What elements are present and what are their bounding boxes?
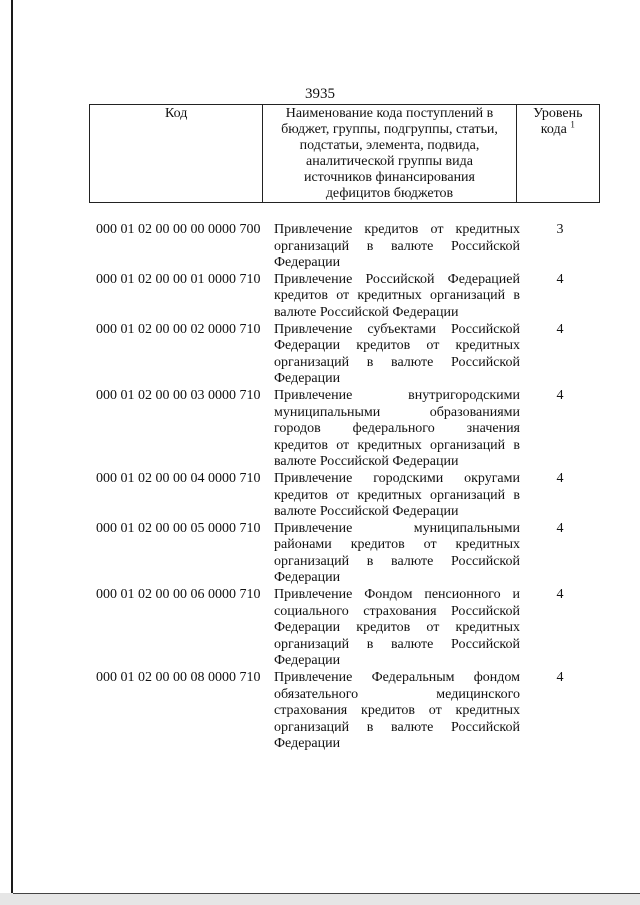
page-number: 3935	[305, 86, 335, 102]
scan-edge-left	[11, 0, 13, 905]
row-code: 000 01 02 00 00 08 0000 710	[96, 670, 261, 686]
row-name-line: валюте Российской Федерации	[274, 304, 459, 320]
row-name-line: организаций в валюте Российской	[274, 553, 520, 569]
footnote-marker: 1	[570, 119, 575, 130]
row-name-line: Привлечение Федеральным фондом	[274, 670, 520, 686]
row-name-line: социального страхования Российской	[274, 603, 520, 619]
header-col-code	[90, 105, 263, 203]
row-name-line: кредитов от кредитных организаций в	[274, 437, 520, 453]
row-name-line: организаций в валюте Российской	[274, 719, 520, 735]
row-code: 000 01 02 00 00 01 0000 710	[96, 271, 261, 287]
header-table	[89, 104, 600, 203]
row-level: 3	[556, 222, 564, 237]
code-list	[96, 222, 600, 753]
header-col-name-line: источников финансирования	[303, 170, 475, 185]
row-code: 000 01 02 00 00 02 0000 710	[96, 321, 261, 337]
row-name-line: валюте Российской Федерации	[274, 504, 459, 520]
row-level: 4	[556, 271, 564, 287]
row-name	[274, 521, 520, 587]
row-name-line: Привлечение муниципальными	[274, 520, 520, 536]
row-name-line: Привлечение субъектами Российской	[274, 321, 520, 337]
row-level: 4	[556, 387, 564, 403]
row-name-line: муниципальными образованиями	[274, 404, 520, 420]
header-col-name-line: аналитической группы вида	[306, 154, 473, 169]
row-level: 4	[556, 587, 564, 603]
row-name-line: организаций в валюте Российской	[274, 354, 520, 370]
table-row	[96, 388, 600, 471]
row-name-line: Федерации	[274, 653, 341, 669]
row-name	[274, 322, 520, 388]
row-name-line: Федерации	[274, 736, 341, 752]
header-col-name-line: Наименование кода поступлений в	[285, 106, 494, 121]
row-name-line: Федерации	[274, 570, 341, 586]
row-code: 000 01 02 00 00 04 0000 710	[96, 470, 261, 486]
row-name-line: Привлечение городскими округами	[274, 470, 520, 486]
row-name	[274, 587, 520, 670]
row-code: 000 01 02 00 00 00 0000 700	[96, 222, 261, 237]
row-name-line: страхования кредитов от кредитных	[274, 703, 520, 719]
header-col-name-line: подстатьи, элемента, подвида,	[299, 138, 480, 153]
row-level: 4	[556, 520, 564, 536]
row-code: 000 01 02 00 00 06 0000 710	[96, 587, 261, 603]
row-name-line: Привлечение Российской Федерацией	[274, 271, 520, 287]
row-name	[274, 272, 520, 322]
table-row	[96, 322, 600, 388]
header-col-level-line: Уровень	[533, 106, 583, 121]
row-code: 000 01 02 00 00 03 0000 710	[96, 387, 261, 403]
row-name-line: городов федерального значения	[274, 421, 520, 437]
table-row	[96, 587, 600, 670]
row-name	[274, 222, 520, 272]
row-name-line: валюте Российской Федерации	[274, 454, 459, 470]
table-row	[96, 272, 600, 322]
row-name-line: обязательного медицинского	[274, 686, 520, 702]
row-level: 4	[556, 670, 564, 686]
table-row	[96, 670, 600, 753]
header-col-name-line: бюджет, группы, подгруппы, статьи,	[281, 122, 498, 137]
header-col-name	[263, 105, 516, 203]
row-name-line: организаций в валюте Российской	[274, 238, 520, 254]
row-name-line: кредитов от кредитных организаций в	[274, 288, 520, 304]
header-col-level	[516, 105, 599, 203]
row-name-line: Федерации кредитов от кредитных	[274, 620, 520, 636]
table-row	[96, 471, 600, 521]
row-name	[274, 388, 520, 471]
row-level: 4	[556, 470, 564, 486]
header-col-code-label: Код	[164, 106, 188, 121]
row-name-line: Привлечение кредитов от кредитных	[274, 222, 520, 237]
row-code: 000 01 02 00 00 05 0000 710	[96, 520, 261, 536]
row-name-line: Привлечение внутригородскими	[274, 387, 520, 403]
row-name-line: Федерации	[274, 371, 341, 387]
header-col-level-line	[521, 119, 595, 138]
row-name-line: районами кредитов от кредитных	[274, 537, 520, 553]
scan-edge-bottom	[0, 893, 640, 905]
table-row	[96, 222, 600, 272]
row-name-line: кредитов от кредитных организаций в	[274, 487, 520, 503]
row-name-line: организаций в валюте Российской	[274, 636, 520, 652]
scan-edge-bottom-line	[13, 893, 640, 894]
header-col-name-line: дефицитов бюджетов	[325, 186, 454, 201]
header-col-level-word: кода	[540, 122, 567, 137]
row-name-line: Федерации кредитов от кредитных	[274, 338, 520, 354]
row-level: 4	[556, 321, 564, 337]
row-name	[274, 471, 520, 521]
table-row	[96, 521, 600, 587]
row-name	[274, 670, 520, 753]
row-name-line: Федерации	[274, 255, 341, 271]
row-name-line: Привлечение Фондом пенсионного и	[274, 587, 520, 603]
